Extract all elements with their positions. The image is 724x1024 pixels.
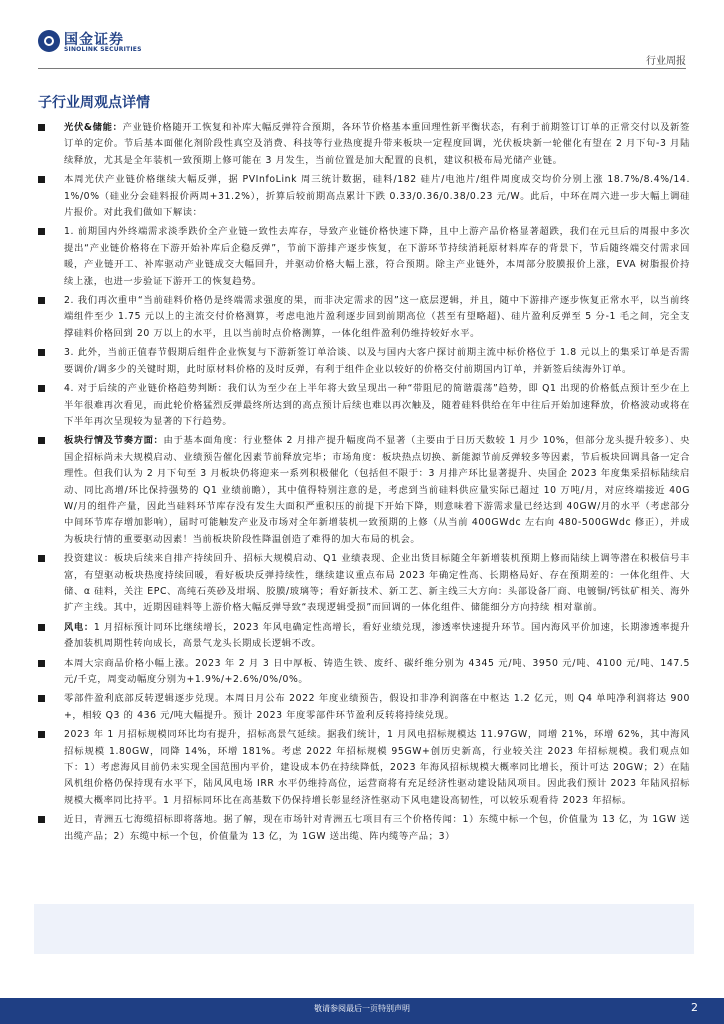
paragraph-lead: 板块行情及节奏方面：	[64, 435, 164, 447]
main-content	[34, 120, 690, 848]
paragraph-lead: 光伏&储能：	[64, 122, 123, 133]
paragraph-point-3	[34, 345, 690, 378]
paragraph-text: 2023 年 1 月招标规模同环比均有提升，招标高景气延续。据我们统计，1 月风电招标规模达 11.97GW，同增 21%，环增 62%，其中海风招标规模 1.80GW，同降 14%，环增 181%。考虑 2022 年招标规模 95GW+创历史新高，行业较关注 2023 年招标规模。我们观点如下：1）考虑海风目前仍未实现全国范围内平价，建设成本仍在持续降低，2023 年海风招标规模大概率同比增长，预计可达 20GW；2）在陆风机组价格仍保持现有水平下，陆风风电场 IRR 水平仍维持高位，运营商将有充足经济性驱动建设陆风项目。因此我们预计 2023 年陆风招标规模大概率同比持平。1 月招标同环比在高基数下仍保持增长彰显经济性驱动下风电建设高韧性，可以较乐观看待 2023 年招标。	[64, 729, 690, 806]
paragraph-commodity	[34, 656, 690, 689]
paragraph-text: 1 月招标预计同环比继续增长，2023 年风电确定性高增长，看好业绩兑现，渗透率快速提升环节。国内海风平价加速，长期渗透率提升叠加装机周期性转向成长，高景气龙头长期成长逻辑不改。	[64, 621, 690, 650]
bullet-icon	[38, 228, 45, 235]
paragraph-text: 1. 前期国内外终端需求淡季跌价全产业链一致性去库存，导致产业链价格快速下降，且中上游产品价格显著超跌，我们在元旦后的周报中多次提出“产业链价格将在下游开始补库后企稳反弹”，节前下游排产逐步恢复，在下游环节持续消耗原材料库存的背景下，节后随终端交付需求回暖，产业链开工、补库驱动产业链成交大幅回升，并驱动价格大幅上涨，符合预期。除主产业链外，本周部分胶膜报价上涨，EVA 树脂报价持续上涨，也进一步验证下游开工的恢复趋势。	[64, 226, 690, 287]
paragraph-point-2	[34, 293, 690, 342]
header-divider	[38, 68, 686, 69]
logo-icon	[38, 30, 60, 52]
paragraph-text: 2. 我们再次重申“当前硅料价格仍是终端需求强度的果，而非决定需求的因”这一底层逻辑，并且，随中下游排产逐步恢复正常水平，以当前终端组件至少 1.75 元以上的主流交付价格测算，考虑电池片盈利逐步回到前期高位（甚至有望略超)、硅片盈利反弹至 5 分-1 毛之间，完全支撑硅料价格回到 20 万以上的水平，且以当前时点价格测算，一体化组件盈利仍维持较好水平。	[64, 295, 690, 339]
brand-logo	[38, 30, 158, 56]
paragraph-lead: 风电：	[64, 621, 94, 633]
bullet-icon	[38, 695, 45, 702]
paragraph-text: 4. 对于后续的产业链价格趋势判断：我们认为至少在上半年将大致呈现出一种“带阻尼的简谐震荡”趋势，即 Q1 出现的价格低点预计至少在上半年很难再次看见，而此轮价格猛烈反弹最终所达到的高点预计后续也难以再次触及，随着硅料供给在年中往后开始加速释放，价格波动或将在下半年再次呈现较为显著的下行趋势。	[64, 383, 690, 427]
page-header	[0, 0, 724, 70]
paragraph-components	[34, 691, 690, 724]
paragraph-text: 投资建议：板块后续来自排产持续回升、招标大规模启动、Q1 业绩表现、企业出货目标随全年新增装机预期上修而陆续上调等潜在积极信号丰富，有望驱动板块热度持续回暖，看好板块反弹持续性，继续建议重点布局 2023 年确定性高、长期格局好、存在预期差的：一体化组件、大储、α 硅料，关注 EPC、高纯石英砂及坩埚、胶膜/玻璃等；看好新技术、新工艺、新主线三大方向：头部设备厂商、电镀铜/钙钛矿相关、海外扩产主线。其中，近期因硅料等上游价格大幅反弹导致“表现逻辑受损”而回调的一体化组件、储能细分方向持续 相对靠前。	[64, 553, 690, 614]
bullet-icon	[38, 176, 45, 183]
page-number: 2	[691, 1001, 698, 1014]
bullet-icon	[38, 124, 45, 131]
paragraph-text: 产业链价格随开工恢复和补库大幅反弹符合预期，各环节价格基本重回理性新平衡状态，有利于前期签订订单的正常交付以及新签订单的定价。节后基本面催化剂阶段性真空及消费、科技等行业热度提升带来板块一定程度回调，光伏板块新一轮催化有望在 2 月下旬-3 月陆续释放，尤其是全年装机一致预期上修可能在 3 月发生，当前位置是加大配置的良机，建议积极布局光储产业链。	[64, 122, 691, 166]
paragraph-pv-storage	[34, 120, 690, 169]
bullet-icon	[38, 731, 45, 738]
section-title: 子行业周观点详情	[38, 95, 150, 111]
brand-name-cn: 国金证券	[64, 32, 124, 48]
bullet-icon	[38, 385, 45, 392]
paragraph-sector-rhythm	[34, 433, 690, 548]
paragraph-text: 本周大宗商品价格小幅上涨。2023 年 2 月 3 日中厚板、铸造生铁、废纤、碳纤维分别为 4345 元/吨、3950 元/吨、4100 元/吨、147.5 元/千克，周变动幅度分别为+1.9%/+2.6%/0%/0%。	[64, 657, 690, 685]
bullet-icon	[38, 816, 45, 823]
paragraph-text: 3. 此外，当前正值春节假期后组件企业恢复与下游新签订单洽谈、以及与国内大客户探讨前期主流中标价格位于 1.8 元以上的集采订单是否需要调价/调多少的关键时期，此时原材料价格的及时反弹，有利于组件企业以较好的价格交付前期国内订单，并新签后续海外订单。	[64, 347, 690, 375]
paragraph-text: 由于基本面角度：行业整体 2 月排产提升幅度尚不显著（主要由于日历天数较 1 月少 10%，但部分龙头提升较多）、央国企招标尚未大规模启动、业绩预告催化因素节前释放完毕；市场角度：板块热点切换、新能源节前反弹较多等因素，节后板块回调具备一定合理性。但我们认为 2 月下旬至 3 月板块仍将迎来一系列积极催化（包括但不限于：3 月排产环比显著提升、央国企 2023 年度集采招标陆续启动、同比高增/环比保持强势的 Q1 业绩前瞻），其中值得特别注意的是，考虑到当前硅料供应量实际已超过 10 万吨/月，对应终端接近 40GW/月的组件产量，因此当硅料环节库存没有发生大面积严重积压的前提下开始下降，则意味着下游需求量已经达到 40GW/月的水平（考虑部分中间环节库存增加影响），届时可能触发产业及市场对全年新增装机一致预期的上修（从当前 400GWdc 左右向 480-500GWdc 修正），并成为板块行情的重要驱动因素！当前板块阶段性降温创造了难得的加大布局的机会。	[64, 435, 690, 545]
document-type-label: 行业周报	[646, 56, 686, 67]
paragraph-investment-advice	[34, 551, 690, 617]
bullet-icon	[38, 660, 45, 667]
paragraph-text: 本周光伏产业链价格继续大幅反弹，据 PVInfoLink 周三统计数据，硅料/182 硅片/电池片/组件周度成交均价分别上涨 18.7%/8.4%/14.1%/0%（硅业分会硅料报价两周+31.2%），折算后较前期高点累计下跌 0.33/0.36/0.38/0.23 元/W。此后，中环在周六进一步大幅上调硅片报价。对此我们做如下解读：	[64, 174, 690, 219]
paragraph-text: 零部件盈利底部反转逻辑逐步兑现。本周日月公布 2022 年度业绩预告，假设扣非净利润落在中枢达 1.2 亿元，则 Q4 单吨净利润将达 900+，相较 Q3 的 436 元/吨大幅提升。预计 2023 年度零部件环节盈利反转将持续兑现。	[64, 693, 690, 721]
bullet-icon	[38, 555, 45, 562]
bullet-icon	[38, 349, 45, 356]
paragraph-tender	[34, 727, 690, 809]
paragraph-price-rebound	[34, 172, 690, 221]
bullet-icon	[38, 624, 45, 631]
paragraph-submarine-cable	[34, 812, 690, 845]
paragraph-wind-power	[34, 620, 690, 653]
paragraph-point-1	[34, 224, 690, 290]
paragraph-point-4	[34, 381, 690, 430]
highlight-box	[34, 904, 694, 954]
paragraph-text: 近日，青洲五七海缆招标即将落地。据了解，现在市场针对青洲五七项目有三个价格传闻：1）东缆中标一个包，价值量为 13 亿，为 1GW 送出缆产品；2）东缆中标一个包，价值量为 13 亿，为 1GW 送出缆、阵内缆等产品；3）	[64, 814, 690, 842]
bullet-icon	[38, 437, 45, 444]
bullet-icon	[38, 297, 45, 304]
footer-disclaimer: 敬请参阅最后一页特别声明	[314, 1004, 410, 1013]
brand-name-en: SINOLINK SECURITIES	[64, 46, 142, 53]
